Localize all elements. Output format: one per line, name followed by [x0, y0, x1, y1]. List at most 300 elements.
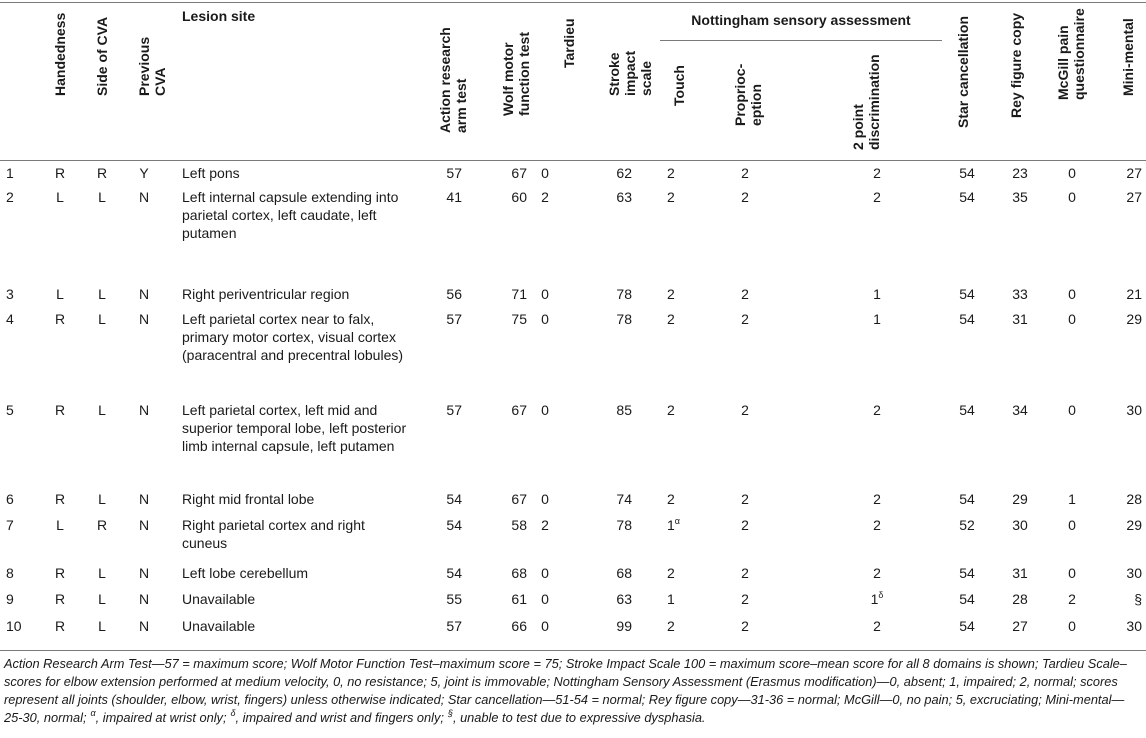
- cell-rey-figure-copy-value: 33: [1012, 286, 1028, 302]
- cell-previous-cva-value: N: [138, 311, 150, 327]
- cell-arat-value: 57: [446, 311, 462, 327]
- cell-mcgill-value: 0: [1068, 618, 1076, 634]
- cell-tardieu-value: 0: [541, 591, 549, 607]
- cell-touch-value: 2: [667, 189, 675, 205]
- cell-stroke-impact: [600, 188, 632, 206]
- cell-2-point-discrimination: [862, 564, 892, 582]
- cell-handedness: [48, 285, 72, 303]
- cell-2-point-discrimination-value: 2: [873, 618, 881, 634]
- cell-proprioception-value: 2: [741, 491, 749, 507]
- cell-tardieu: [535, 310, 555, 328]
- cell-side-of-cva: [90, 590, 114, 608]
- cell-stroke-impact-value: 78: [616, 286, 632, 302]
- cell-rey-figure-copy: [1008, 590, 1032, 608]
- cell-id: [6, 188, 30, 206]
- cell-star-cancellation-value: 52: [959, 517, 975, 533]
- cell-previous-cva-value: N: [138, 402, 150, 418]
- cell-wolf: [495, 516, 527, 534]
- cell-proprioception-value: 2: [741, 165, 749, 181]
- header-rey-figure-copy: Rey figure copy: [1008, 12, 1024, 118]
- cell-2-point-discrimination: [862, 590, 892, 608]
- cell-arat-value: 41: [446, 189, 462, 205]
- cell-proprioception: [735, 310, 755, 328]
- cell-side-of-cva-value: L: [98, 618, 106, 634]
- cell-mcgill: [1062, 401, 1082, 419]
- cell-mcgill-value: 1: [1068, 491, 1076, 507]
- cell-2-point-discrimination: [862, 401, 892, 419]
- cell-mcgill: [1062, 617, 1082, 635]
- cell-id-value: 9: [6, 591, 14, 607]
- cell-rey-figure-copy: [1008, 164, 1032, 182]
- table-bottom-rule: [0, 650, 1146, 651]
- cell-handedness-value: R: [54, 311, 66, 327]
- cell-previous-cva-value: N: [138, 618, 150, 634]
- cell-proprioception: [735, 617, 755, 635]
- cell-id: [6, 617, 30, 635]
- cell-rey-figure-copy: [1008, 516, 1032, 534]
- cell-touch-value: 2: [667, 402, 675, 418]
- cell-rey-figure-copy: [1008, 310, 1032, 328]
- cell-mcgill: [1062, 188, 1082, 206]
- cell-id: [6, 564, 30, 582]
- cell-mcgill-value: 0: [1068, 517, 1076, 533]
- cell-id-value: 4: [6, 311, 14, 327]
- cell-wolf-value: 67: [511, 402, 527, 418]
- footnote-text-main: Action Research Arm Test—57 = maximum score; Wolf Motor Function Test–maximum score = 75; Stroke Impact Scale 100 = maximum score–mean score for all 8 domains is shown; Tardieu Scale–scores for elbow extension performed at medium velocity, 0, no resistance; 5, joint is immovable; Nottingham Sensory Assessment (Erasmus modification)—0, absent; 1, impaired; 2, normal; scores represent all joints (shoulder, elbow, wrist, fingers) unless otherwise indicated; Star cancellation—51-54 = normal; Rey figure copy—31-36 = normal; McGill—0, no pain; 5, excruciating; Mini-mental—25-30, normal;: [4, 656, 1127, 725]
- cell-previous-cva: [132, 590, 156, 608]
- cell-rey-figure-copy: [1008, 564, 1032, 582]
- cell-id-value: 1: [6, 165, 14, 181]
- cell-previous-cva: [132, 310, 156, 328]
- cell-previous-cva-value: Y: [139, 165, 149, 181]
- cell-handedness: [48, 564, 72, 582]
- cell-rey-figure-copy-value: 23: [1012, 165, 1028, 181]
- cell-stroke-impact: [600, 401, 632, 419]
- cell-tardieu-value: 0: [541, 618, 549, 634]
- cell-touch-value: 2: [667, 165, 675, 181]
- cell-stroke-impact: [600, 516, 632, 534]
- cell-handedness-value: L: [56, 517, 64, 533]
- cell-2-point-discrimination-value: 2: [873, 189, 881, 205]
- footnote-symbol-delta: δ: [230, 708, 236, 718]
- cell-wolf-value: 66: [511, 618, 527, 634]
- cell-stroke-impact: [600, 617, 632, 635]
- cell-tardieu: [535, 564, 555, 582]
- cell-star-cancellation-value: 54: [959, 402, 975, 418]
- cell-handedness-value: R: [54, 165, 66, 181]
- cell-lesion-site: Unavailable: [182, 591, 256, 607]
- cell-handedness-value: R: [54, 491, 66, 507]
- cell-star-cancellation: [955, 310, 979, 328]
- header-handedness: Handedness: [52, 12, 68, 96]
- cell-tardieu-value: 0: [541, 565, 549, 581]
- cell-rey-figure-copy: [1008, 188, 1032, 206]
- cell-handedness: [48, 490, 72, 508]
- header-wolf: Wolf motor function test: [500, 32, 532, 116]
- cell-mini-mental: [1112, 310, 1142, 328]
- cell-arat-value: 57: [446, 402, 462, 418]
- cell-2-point-discrimination: [862, 310, 892, 328]
- cell-mini-mental: [1112, 564, 1142, 582]
- cell-star-cancellation: [955, 516, 979, 534]
- cell-previous-cva: [132, 516, 156, 534]
- cell-proprioception: [735, 490, 755, 508]
- cell-side-of-cva-value: L: [98, 491, 106, 507]
- cell-handedness: [48, 164, 72, 182]
- cell-lesion-site: Left parietal cortex near to falx, primary motor cortex, visual cortex (paracentral and precentral lobules): [182, 311, 404, 363]
- cell-id: [6, 590, 30, 608]
- cell-previous-cva: [132, 401, 156, 419]
- cell-tardieu-value: 0: [541, 491, 549, 507]
- cell-mini-mental: [1112, 490, 1142, 508]
- cell-proprioception: [735, 564, 755, 582]
- cell-stroke-impact-value: 74: [616, 491, 632, 507]
- cell-lesion-site: Left lobe cerebellum: [182, 565, 309, 581]
- cell-stroke-impact: [600, 285, 632, 303]
- cell-mcgill-value: 2: [1068, 591, 1076, 607]
- header-sis: Stroke impact scale: [606, 50, 654, 96]
- cell-mcgill: [1062, 285, 1082, 303]
- cell-side-of-cva-value: L: [98, 311, 106, 327]
- cell-wolf-value: 71: [511, 286, 527, 302]
- cell-id-value: 8: [6, 565, 14, 581]
- cell-rey-figure-copy-value: 28: [1012, 591, 1028, 607]
- cell-wolf-value: 68: [511, 565, 527, 581]
- cell-previous-cva-value: N: [138, 491, 150, 507]
- cell-star-cancellation-value: 54: [959, 165, 975, 181]
- cell-mini-mental: [1112, 590, 1142, 608]
- cell-previous-cva-value: N: [138, 591, 150, 607]
- cell-arat: [430, 564, 462, 582]
- cell-star-cancellation: [955, 164, 979, 182]
- cell-wolf: [495, 617, 527, 635]
- cell-mcgill: [1062, 310, 1082, 328]
- cell-star-cancellation: [955, 564, 979, 582]
- cell-proprioception-value: 2: [741, 402, 749, 418]
- cell-wolf: [495, 310, 527, 328]
- cell-side-of-cva: [90, 310, 114, 328]
- cell-mcgill-value: 0: [1068, 189, 1076, 205]
- cell-tardieu-value: 2: [541, 517, 549, 533]
- header-touch: Touch: [671, 65, 687, 106]
- cell-handedness-value: R: [54, 565, 66, 581]
- cell-tardieu: [535, 285, 555, 303]
- cell-mcgill-value: 0: [1068, 286, 1076, 302]
- footnote-text-alpha: , impaired at wrist only;: [95, 710, 227, 725]
- cell-handedness: [48, 401, 72, 419]
- cell-tardieu: [535, 188, 555, 206]
- cell-wolf: [495, 401, 527, 419]
- cell-wolf-value: 75: [511, 311, 527, 327]
- cell-mcgill: [1062, 490, 1082, 508]
- cell-touch: [667, 285, 697, 303]
- cell-arat-value: 54: [446, 491, 462, 507]
- cell-handedness-value: R: [54, 591, 66, 607]
- cell-wolf-value: 58: [511, 517, 527, 533]
- cell-2-point-discrimination-value: 1: [870, 591, 879, 607]
- cell-stroke-impact-value: 63: [616, 189, 632, 205]
- cell-previous-cva: [132, 617, 156, 635]
- cell-star-cancellation: [955, 590, 979, 608]
- cell-mini-mental-value: 29: [1126, 517, 1142, 533]
- cell-mcgill-value: 0: [1068, 402, 1076, 418]
- cell-mini-mental-value: 27: [1126, 165, 1142, 181]
- cell-2-point-discrimination-value: 2: [873, 491, 881, 507]
- cell-previous-cva: [132, 490, 156, 508]
- cell-proprioception-value: 2: [741, 618, 749, 634]
- cell-tardieu-value: 0: [541, 402, 549, 418]
- cell-side-of-cva: [90, 490, 114, 508]
- cell-side-of-cva-value: L: [98, 189, 106, 205]
- cell-side-of-cva-value: R: [96, 165, 108, 181]
- cell-proprioception: [735, 164, 755, 182]
- cell-wolf: [495, 188, 527, 206]
- cell-proprioception: [735, 188, 755, 206]
- cell-tardieu: [535, 617, 555, 635]
- cell-touch-value: 2: [667, 565, 675, 581]
- cell-touch: [667, 310, 697, 328]
- cell-previous-cva-value: N: [138, 565, 150, 581]
- header-side-of-cva: Side of CVA: [94, 16, 110, 96]
- header-mini-mental: Mini-mental: [1120, 18, 1136, 96]
- cell-side-of-cva: [90, 164, 114, 182]
- cell-previous-cva: [132, 164, 156, 182]
- cell-arat: [430, 617, 462, 635]
- cell-previous-cva-value: N: [138, 517, 150, 533]
- cell-tardieu: [535, 490, 555, 508]
- cell-arat-value: 57: [446, 618, 462, 634]
- cell-stroke-impact: [600, 310, 632, 328]
- header-previous-cva: Previous CVA: [136, 36, 168, 96]
- cell-handedness: [48, 188, 72, 206]
- cell-stroke-impact: [600, 564, 632, 582]
- header-lesion-site: Lesion site: [182, 8, 256, 24]
- cell-side-of-cva-value: L: [98, 402, 106, 418]
- cell-tardieu: [535, 164, 555, 182]
- cell-mini-mental: [1112, 164, 1142, 182]
- cell-touch-value: 2: [667, 491, 675, 507]
- cell-stroke-impact: [600, 490, 632, 508]
- cell-lesion-site: Left pons: [182, 165, 240, 181]
- cell-id: [6, 490, 30, 508]
- cell-rey-figure-copy-value: 30: [1012, 517, 1028, 533]
- cell-mini-mental-value: 30: [1126, 618, 1142, 634]
- cell-stroke-impact-value: 62: [616, 165, 632, 181]
- header-proprioception: Proprioc- eption: [732, 63, 764, 126]
- footnote-symbol-section: §: [447, 708, 453, 718]
- cell-stroke-impact-value: 99: [616, 618, 632, 634]
- header-bottom-rule: [0, 160, 1146, 161]
- cell-arat: [430, 590, 462, 608]
- cell-previous-cva: [132, 285, 156, 303]
- cell-touch: [667, 516, 697, 534]
- cell-touch-value: 2: [667, 618, 675, 634]
- cell-proprioception-value: 2: [741, 591, 749, 607]
- cell-mcgill: [1062, 590, 1082, 608]
- cell-arat: [430, 164, 462, 182]
- cell-wolf-value: 67: [511, 491, 527, 507]
- cell-stroke-impact-value: 63: [616, 591, 632, 607]
- cell-proprioception: [735, 285, 755, 303]
- cell-rey-figure-copy: [1008, 490, 1032, 508]
- cell-id: [6, 310, 30, 328]
- cell-side-of-cva: [90, 516, 114, 534]
- cell-id-value: 5: [6, 402, 14, 418]
- cell-arat: [430, 285, 462, 303]
- cell-2-point-discrimination-footnote-marker: δ: [878, 590, 884, 600]
- cell-mini-mental: [1112, 188, 1142, 206]
- cell-stroke-impact: [600, 590, 632, 608]
- cell-touch: [667, 164, 697, 182]
- cell-arat: [430, 310, 462, 328]
- cell-rey-figure-copy-value: 29: [1012, 491, 1028, 507]
- cell-2-point-discrimination-value: 1: [873, 286, 881, 302]
- cell-2-point-discrimination: [862, 516, 892, 534]
- cell-id-value: 3: [6, 286, 14, 302]
- cell-rey-figure-copy: [1008, 401, 1032, 419]
- cell-rey-figure-copy: [1008, 617, 1032, 635]
- header-2-point-discrimination: 2 point discrimination: [850, 54, 882, 150]
- cell-proprioception: [735, 590, 755, 608]
- cell-arat: [430, 188, 462, 206]
- cell-proprioception-value: 2: [741, 189, 749, 205]
- cell-id: [6, 401, 30, 419]
- footnote-text-delta: , impaired and wrist and fingers only;: [235, 710, 444, 725]
- cell-tardieu: [535, 401, 555, 419]
- cell-handedness-value: L: [56, 189, 64, 205]
- cell-touch: [667, 490, 697, 508]
- cell-previous-cva-value: N: [138, 286, 150, 302]
- cell-tardieu-value: 2: [541, 189, 549, 205]
- cell-id: [6, 285, 30, 303]
- cell-id-value: 2: [6, 189, 14, 205]
- cell-handedness: [48, 590, 72, 608]
- cell-star-cancellation: [955, 617, 979, 635]
- cell-side-of-cva-value: L: [98, 286, 106, 302]
- cell-star-cancellation: [955, 490, 979, 508]
- cell-tardieu-value: 0: [541, 286, 549, 302]
- cell-mini-mental-value: §: [1134, 591, 1142, 607]
- cell-touch: [667, 401, 697, 419]
- cell-touch: [667, 590, 697, 608]
- cell-arat: [430, 516, 462, 534]
- cell-stroke-impact-value: 68: [616, 565, 632, 581]
- footnote-text-section: , unable to test due to expressive dysphasia.: [452, 710, 706, 725]
- cell-handedness-value: L: [56, 286, 64, 302]
- cell-star-cancellation: [955, 188, 979, 206]
- cell-wolf: [495, 590, 527, 608]
- cell-star-cancellation-value: 54: [959, 286, 975, 302]
- header-nottingham-sensory-assessment: Nottingham sensory assessment: [691, 12, 911, 28]
- cell-2-point-discrimination-value: 1: [873, 311, 881, 327]
- cell-2-point-discrimination-value: 2: [873, 565, 881, 581]
- cell-tardieu-value: 0: [541, 165, 549, 181]
- cell-star-cancellation-value: 54: [959, 565, 975, 581]
- cell-arat-value: 57: [446, 165, 462, 181]
- cell-mini-mental: [1112, 285, 1142, 303]
- cell-previous-cva-value: N: [138, 189, 150, 205]
- cell-proprioception: [735, 401, 755, 419]
- cell-2-point-discrimination-value: 2: [873, 402, 881, 418]
- cell-2-point-discrimination-value: 2: [873, 517, 881, 533]
- cell-star-cancellation-value: 54: [959, 491, 975, 507]
- cell-id-value: 10: [6, 618, 22, 634]
- cell-mini-mental-value: 27: [1126, 189, 1142, 205]
- cell-arat-value: 56: [446, 286, 462, 302]
- cell-handedness-value: R: [54, 402, 66, 418]
- cell-handedness-value: R: [54, 618, 66, 634]
- cell-2-point-discrimination: [862, 164, 892, 182]
- cell-proprioception-value: 2: [741, 286, 749, 302]
- cell-id: [6, 516, 30, 534]
- cell-touch-value: 1: [667, 517, 675, 533]
- cell-lesion-site: Left parietal cortex, left mid and superior temporal lobe, left posterior limb internal capsule, left putamen: [182, 402, 407, 454]
- cell-side-of-cva-value: L: [98, 591, 106, 607]
- cell-lesion-site: Right parietal cortex and right cuneus: [182, 517, 365, 551]
- cell-proprioception-value: 2: [741, 311, 749, 327]
- header-tardieu: Tardieu: [561, 18, 577, 68]
- cell-mini-mental: [1112, 617, 1142, 635]
- cell-mcgill-value: 0: [1068, 165, 1076, 181]
- cell-proprioception-value: 2: [741, 517, 749, 533]
- cell-side-of-cva: [90, 617, 114, 635]
- cell-tardieu: [535, 516, 555, 534]
- cell-touch-value: 2: [667, 286, 675, 302]
- cell-handedness: [48, 310, 72, 328]
- cell-id-value: 6: [6, 491, 14, 507]
- cell-touch: [667, 617, 697, 635]
- cell-stroke-impact-value: 85: [616, 402, 632, 418]
- cell-mcgill: [1062, 516, 1082, 534]
- cell-lesion-site: Right periventricular region: [182, 286, 350, 302]
- cell-proprioception: [735, 516, 755, 534]
- cell-arat-value: 55: [446, 591, 462, 607]
- cell-arat-value: 54: [446, 565, 462, 581]
- cell-tardieu-value: 0: [541, 311, 549, 327]
- cell-wolf: [495, 490, 527, 508]
- cell-rey-figure-copy-value: 27: [1012, 618, 1028, 634]
- cell-arat-value: 54: [446, 517, 462, 533]
- cell-stroke-impact: [600, 164, 632, 182]
- cell-star-cancellation: [955, 401, 979, 419]
- cell-side-of-cva: [90, 285, 114, 303]
- cell-previous-cva: [132, 564, 156, 582]
- cell-wolf-value: 61: [511, 591, 527, 607]
- cell-star-cancellation-value: 54: [959, 591, 975, 607]
- cell-side-of-cva-value: R: [96, 517, 108, 533]
- cell-handedness: [48, 617, 72, 635]
- header-mcgill: McGill pain questionnaire: [1055, 8, 1087, 100]
- cell-touch: [667, 188, 697, 206]
- cell-side-of-cva-value: L: [98, 565, 106, 581]
- cell-mini-mental-value: 21: [1126, 286, 1142, 302]
- cell-proprioception-value: 2: [741, 565, 749, 581]
- cell-mcgill: [1062, 564, 1082, 582]
- cell-2-point-discrimination: [862, 285, 892, 303]
- cell-lesion-site: Right mid frontal lobe: [182, 491, 315, 507]
- cell-rey-figure-copy-value: 35: [1012, 189, 1028, 205]
- cell-2-point-discrimination: [862, 490, 892, 508]
- cell-star-cancellation-value: 54: [959, 311, 975, 327]
- cell-handedness: [48, 516, 72, 534]
- nsa-group-rule: [660, 40, 942, 41]
- cell-wolf: [495, 285, 527, 303]
- cell-mini-mental: [1112, 401, 1142, 419]
- cell-mini-mental: [1112, 516, 1142, 534]
- cell-lesion-site: Unavailable: [182, 618, 256, 634]
- table-footnote: [4, 655, 1142, 727]
- cell-rey-figure-copy-value: 34: [1012, 402, 1028, 418]
